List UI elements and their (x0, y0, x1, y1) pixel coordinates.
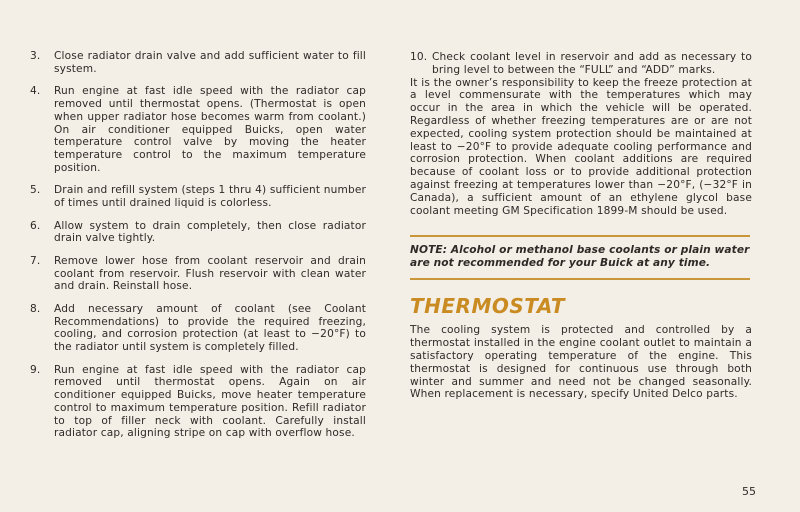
step-4 (30, 85, 366, 175)
coolant-note: NOTE: Alcohol or methanol base coolants or plain water are not recommended for your Buick at any time. (410, 244, 750, 270)
left-column (30, 50, 366, 450)
step-9 (30, 364, 366, 441)
step-number: 7. (30, 254, 41, 267)
step-text: Run engine at fast idle speed with the radiator cap removed until thermostat opens. Again on air conditioner equipped Buicks, move heater temperature control to maximum temperature position. Refill radiator to top of filler neck with coolant. Carefully install radiator cap, aligning stripe on cap with overflow hose. (54, 363, 366, 440)
step-10 (410, 51, 752, 77)
step-text: Run engine at fast idle speed with the radiator cap removed until thermostat opens. (Thermostat is open when upper radiator hose becomes warm from coolant.) On air conditioner equipped Buicks, open water temperature control valve by moving the heater temperature control to the maximum temperature position. (54, 85, 366, 174)
step-7 (30, 255, 366, 293)
step-number: 5. (30, 184, 41, 197)
step-number: 9. (30, 363, 41, 376)
step-text: Close radiator drain valve and add sufficient water to fill system. (54, 50, 366, 75)
step-text: Add necessary amount of coolant (see Coolant Recommendations) to provide the required freezing, cooling, and corrosion protection (at least to −20°F) to the radiator until system is completely filled. (54, 302, 366, 354)
step-text: Drain and refill system (steps 1 thru 4) sufficient number of times until drained liquid is colorless. (54, 184, 366, 210)
step-3 (30, 50, 366, 76)
thermostat-paragraph: The cooling system is protected and controlled by a thermostat installed in the engine coolant outlet to maintain a satisfactory operating temperature of the engine. This thermostat is designed for continuous use through both winter and summer and need not be changed seasonally. When replacement is necessary, specify United Delco parts. (410, 324, 752, 401)
right-column (410, 51, 752, 401)
freeze-protection-paragraph: It is the owner’s responsibility to keep the freeze protection at a level commensurate with the temperatures which may occur in the area in which the vehicle will be operated. Regardless of whether freezing temperatures are or are not expected, cooling system protection should be maintained at least to −20°F to provide adequate cooling performance and corrosion protection. When coolant additions are required because of coolant loss or to provide additional protection against freezing at temperatures lower than −20°F, (−32°F in Canada), a sufficient amount of an ethylene glycol base coolant meeting GM Specification 1899-M should be used. (410, 76, 752, 217)
step-text: Allow system to drain completely, then close radiator drain valve tightly. (54, 219, 366, 245)
step-8 (30, 303, 366, 354)
step-number: 8. (30, 302, 41, 315)
step-6 (30, 220, 366, 246)
divider-top (410, 235, 750, 237)
step-text: Check coolant level in reservoir and add as necessary to bring level to between the “FULL” and “ADD” marks. (432, 51, 752, 76)
step-5 (30, 184, 366, 210)
step-number: 3. (30, 50, 41, 62)
section-heading: THERMOSTAT (410, 294, 566, 319)
step-number: 4. (30, 85, 41, 98)
step-number: 10. (410, 51, 428, 63)
step-text: Remove lower hose from coolant reservoir and drain coolant from reservoir. Flush reservoir with clean water and drain. Reinstall hose. (54, 254, 366, 293)
step-number: 6. (30, 219, 41, 232)
page-number: 55 (742, 485, 756, 498)
divider-bottom (410, 278, 750, 280)
